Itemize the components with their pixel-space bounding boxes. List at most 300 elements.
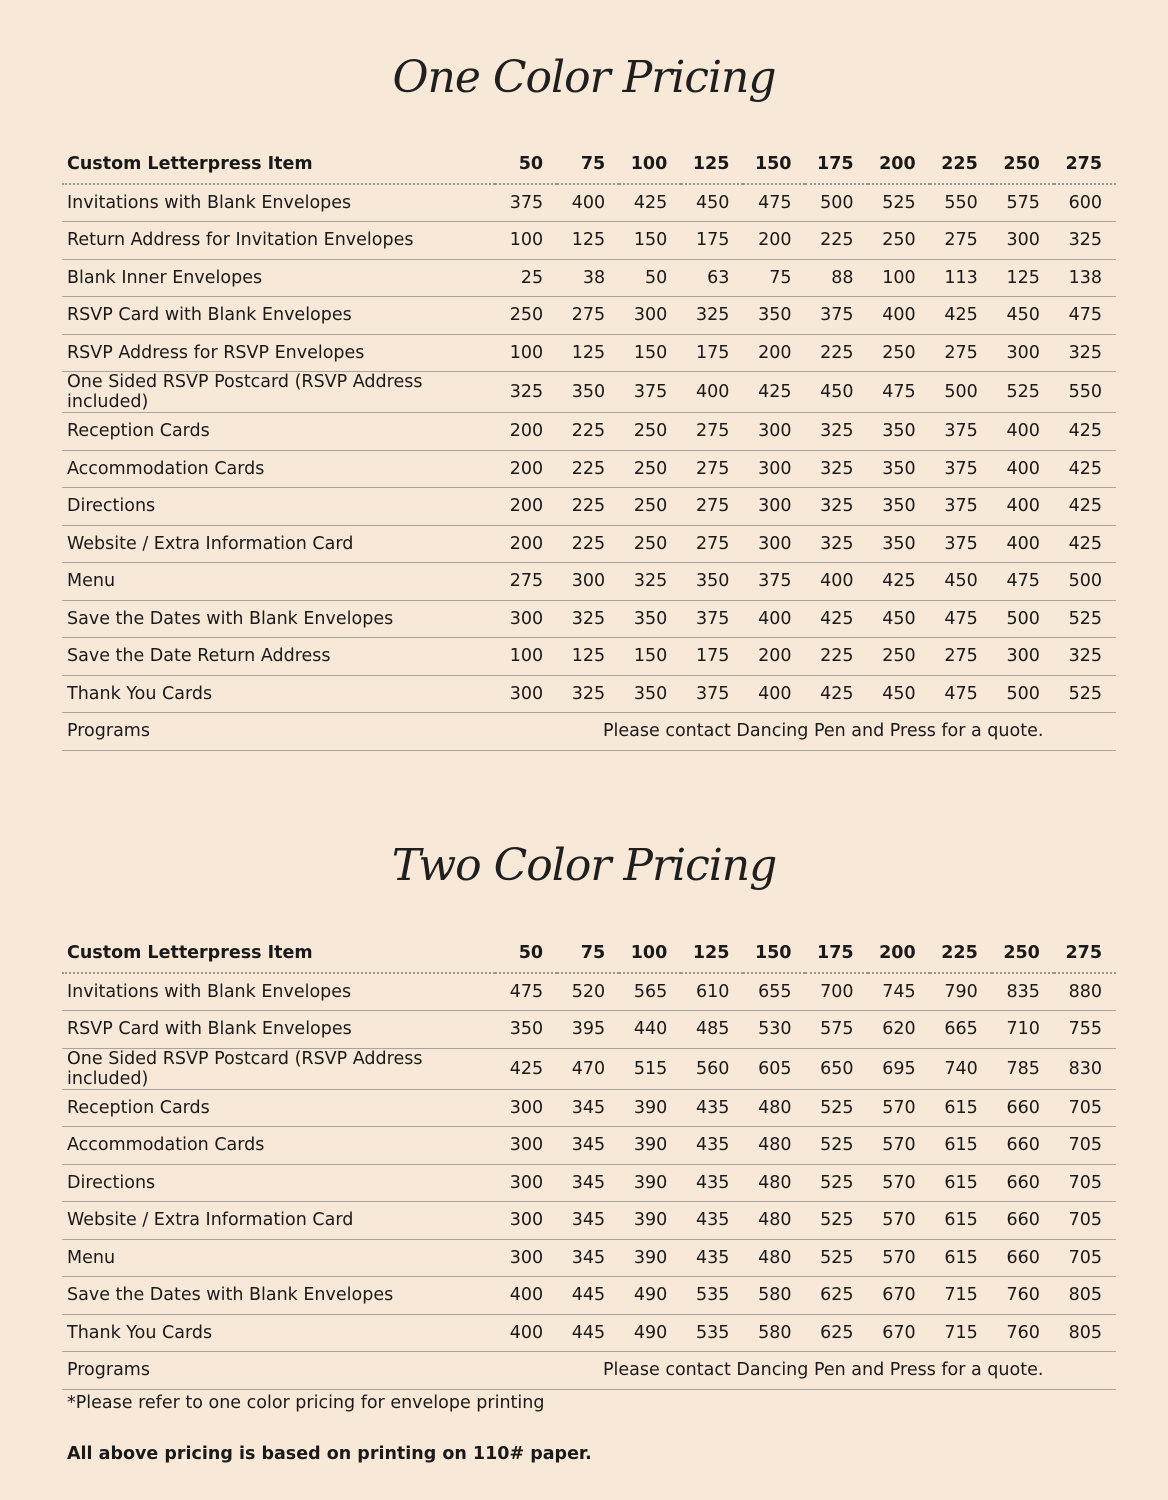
price-cell: 525	[1054, 675, 1116, 713]
two-color-table-body	[62, 973, 1116, 1390]
table-row	[62, 413, 1116, 451]
price-cell: 525	[992, 372, 1054, 413]
quantity-header: 175	[805, 935, 867, 973]
price-cell: 660	[992, 1127, 1054, 1165]
price-cell: 785	[992, 1048, 1054, 1089]
price-cell: 300	[619, 297, 681, 335]
price-cell: 520	[557, 973, 619, 1011]
price-cell: 425	[495, 1048, 557, 1089]
item-name: Website / Extra Information Card	[62, 525, 495, 563]
price-cell: 400	[992, 525, 1054, 563]
price-cell: 325	[1054, 222, 1116, 260]
price-cell: 375	[930, 413, 992, 451]
price-cell: 400	[992, 488, 1054, 526]
price-cell: 150	[619, 638, 681, 676]
price-cell: 125	[992, 259, 1054, 297]
price-cell: 525	[868, 184, 930, 222]
price-cell: 615	[930, 1089, 992, 1127]
price-cell: 830	[1054, 1048, 1116, 1089]
price-cell: 500	[805, 184, 867, 222]
price-cell: 740	[930, 1048, 992, 1089]
table-row	[62, 1314, 1116, 1352]
price-cell: 375	[619, 372, 681, 413]
price-cell: 250	[619, 525, 681, 563]
price-cell: 275	[681, 525, 743, 563]
price-cell: 225	[805, 222, 867, 260]
price-cell: 760	[992, 1314, 1054, 1352]
price-cell: 100	[495, 334, 557, 372]
price-cell: 300	[743, 525, 805, 563]
item-name: Menu	[62, 1239, 495, 1277]
price-cell: 250	[495, 297, 557, 335]
price-cell: 425	[1054, 525, 1116, 563]
price-cell: 450	[868, 600, 930, 638]
quantity-header: 50	[495, 935, 557, 973]
price-cell: 275	[557, 297, 619, 335]
price-cell: 50	[619, 259, 681, 297]
price-cell: 615	[930, 1239, 992, 1277]
price-cell: 275	[930, 638, 992, 676]
price-cell: 88	[805, 259, 867, 297]
price-cell: 125	[557, 638, 619, 676]
price-cell: 325	[1054, 638, 1116, 676]
item-name: One Sided RSVP Postcard (RSVP Address included)	[62, 372, 495, 413]
quantity-header: 275	[1054, 935, 1116, 973]
price-cell: 138	[1054, 259, 1116, 297]
table-row	[62, 1089, 1116, 1127]
price-cell: 705	[1054, 1127, 1116, 1165]
price-cell: 100	[495, 222, 557, 260]
table-row	[62, 973, 1116, 1011]
price-cell: 400	[557, 184, 619, 222]
price-cell: 620	[868, 1011, 930, 1049]
item-name: Blank Inner Envelopes	[62, 259, 495, 297]
price-cell: 350	[557, 372, 619, 413]
price-cell: 390	[619, 1127, 681, 1165]
price-cell: 500	[930, 372, 992, 413]
two-color-pricing-table	[62, 935, 1116, 1390]
item-name: Programs	[62, 713, 495, 751]
price-cell: 200	[743, 222, 805, 260]
price-cell: 660	[992, 1089, 1054, 1127]
price-cell: 125	[557, 222, 619, 260]
item-name: Save the Dates with Blank Envelopes	[62, 1277, 495, 1315]
quantity-header: 250	[992, 935, 1054, 973]
price-cell: 400	[681, 372, 743, 413]
price-cell: 550	[1054, 372, 1116, 413]
price-cell: 480	[743, 1089, 805, 1127]
price-cell: 390	[619, 1164, 681, 1202]
table-header-row	[62, 935, 1116, 973]
table-row	[62, 297, 1116, 335]
price-cell: 665	[930, 1011, 992, 1049]
price-cell: 400	[495, 1314, 557, 1352]
price-cell: 300	[992, 222, 1054, 260]
table-row	[62, 1127, 1116, 1165]
quote-note: Please contact Dancing Pen and Press for a quote.	[495, 1352, 1116, 1390]
price-cell: 325	[1054, 334, 1116, 372]
table-header-row	[62, 146, 1116, 184]
item-name: Accommodation Cards	[62, 450, 495, 488]
price-cell: 475	[930, 600, 992, 638]
item-name: Return Address for Invitation Envelopes	[62, 222, 495, 260]
price-cell: 450	[868, 675, 930, 713]
price-cell: 880	[1054, 973, 1116, 1011]
price-cell: 805	[1054, 1277, 1116, 1315]
item-name: RSVP Address for RSVP Envelopes	[62, 334, 495, 372]
one-color-table-body	[62, 184, 1116, 751]
table-row	[62, 1202, 1116, 1240]
price-cell: 570	[868, 1127, 930, 1165]
price-cell: 200	[495, 525, 557, 563]
price-cell: 113	[930, 259, 992, 297]
item-name: One Sided RSVP Postcard (RSVP Address included)	[62, 1048, 495, 1089]
price-cell: 670	[868, 1277, 930, 1315]
price-cell: 100	[495, 638, 557, 676]
price-cell: 350	[619, 675, 681, 713]
quote-note: Please contact Dancing Pen and Press for a quote.	[495, 713, 1116, 751]
price-cell: 435	[681, 1239, 743, 1277]
table-row	[62, 1164, 1116, 1202]
price-cell: 400	[992, 450, 1054, 488]
price-cell: 150	[619, 222, 681, 260]
quantity-header: 100	[619, 935, 681, 973]
price-cell: 445	[557, 1314, 619, 1352]
price-cell: 390	[619, 1202, 681, 1240]
price-cell: 350	[868, 525, 930, 563]
table-row	[62, 600, 1116, 638]
price-cell: 395	[557, 1011, 619, 1049]
price-cell: 755	[1054, 1011, 1116, 1049]
price-cell: 525	[805, 1239, 867, 1277]
price-cell: 375	[930, 488, 992, 526]
price-cell: 250	[868, 222, 930, 260]
price-cell: 400	[992, 413, 1054, 451]
price-cell: 300	[495, 1202, 557, 1240]
price-cell: 400	[805, 563, 867, 601]
price-cell: 425	[1054, 450, 1116, 488]
price-cell: 615	[930, 1202, 992, 1240]
price-cell: 350	[868, 488, 930, 526]
price-cell: 225	[805, 334, 867, 372]
item-name: Menu	[62, 563, 495, 601]
price-cell: 375	[805, 297, 867, 335]
price-cell: 325	[805, 525, 867, 563]
item-name: Save the Dates with Blank Envelopes	[62, 600, 495, 638]
price-cell: 375	[681, 600, 743, 638]
table-row	[62, 1048, 1116, 1089]
quantity-header: 250	[992, 146, 1054, 184]
price-cell: 425	[1054, 413, 1116, 451]
item-name: RSVP Card with Blank Envelopes	[62, 297, 495, 335]
price-cell: 475	[930, 675, 992, 713]
price-cell: 345	[557, 1239, 619, 1277]
price-cell: 480	[743, 1239, 805, 1277]
price-cell: 475	[743, 184, 805, 222]
price-cell: 425	[743, 372, 805, 413]
price-cell: 570	[868, 1089, 930, 1127]
price-cell: 350	[868, 450, 930, 488]
price-cell: 300	[495, 1164, 557, 1202]
price-cell: 300	[495, 1127, 557, 1165]
price-cell: 565	[619, 973, 681, 1011]
price-cell: 225	[557, 450, 619, 488]
two-color-title-text: Two Color Pricing	[391, 840, 777, 891]
price-cell: 490	[619, 1314, 681, 1352]
price-cell: 450	[992, 297, 1054, 335]
quantity-header: 175	[805, 146, 867, 184]
price-cell: 425	[805, 600, 867, 638]
price-cell: 250	[619, 488, 681, 526]
price-cell: 25	[495, 259, 557, 297]
price-cell: 425	[868, 563, 930, 601]
price-cell: 610	[681, 973, 743, 1011]
table-row	[62, 450, 1116, 488]
price-cell: 475	[1054, 297, 1116, 335]
item-name: RSVP Card with Blank Envelopes	[62, 1011, 495, 1049]
quantity-header: 225	[930, 146, 992, 184]
price-cell: 580	[743, 1314, 805, 1352]
table-row	[62, 525, 1116, 563]
quantity-header: 225	[930, 935, 992, 973]
price-cell: 225	[557, 488, 619, 526]
table-row	[62, 222, 1116, 260]
envelope-footnote: *Please refer to one color pricing for envelope printing	[67, 1393, 545, 1413]
price-cell: 705	[1054, 1202, 1116, 1240]
price-cell: 400	[495, 1277, 557, 1315]
price-cell: 325	[495, 372, 557, 413]
programs-row	[62, 713, 1116, 751]
quantity-header: 150	[743, 146, 805, 184]
price-cell: 300	[743, 450, 805, 488]
price-cell: 350	[619, 600, 681, 638]
price-cell: 500	[992, 600, 1054, 638]
price-cell: 425	[619, 184, 681, 222]
quantity-header: 100	[619, 146, 681, 184]
price-cell: 745	[868, 973, 930, 1011]
price-cell: 480	[743, 1164, 805, 1202]
price-cell: 525	[805, 1127, 867, 1165]
price-cell: 390	[619, 1089, 681, 1127]
price-cell: 805	[1054, 1314, 1116, 1352]
price-cell: 705	[1054, 1089, 1116, 1127]
price-cell: 275	[495, 563, 557, 601]
price-cell: 450	[681, 184, 743, 222]
price-cell: 350	[495, 1011, 557, 1049]
price-cell: 250	[868, 638, 930, 676]
item-name: Accommodation Cards	[62, 1127, 495, 1165]
price-cell: 100	[868, 259, 930, 297]
quantity-header: 125	[681, 146, 743, 184]
price-cell: 530	[743, 1011, 805, 1049]
item-name: Invitations with Blank Envelopes	[62, 184, 495, 222]
price-cell: 325	[557, 600, 619, 638]
quantity-header: 125	[681, 935, 743, 973]
price-cell: 535	[681, 1314, 743, 1352]
table-row	[62, 675, 1116, 713]
price-cell: 400	[868, 297, 930, 335]
price-cell: 515	[619, 1048, 681, 1089]
price-cell: 500	[992, 675, 1054, 713]
price-cell: 275	[930, 222, 992, 260]
item-name: Website / Extra Information Card	[62, 1202, 495, 1240]
price-cell: 625	[805, 1277, 867, 1315]
price-cell: 475	[868, 372, 930, 413]
price-cell: 480	[743, 1202, 805, 1240]
table-row	[62, 488, 1116, 526]
table-row	[62, 259, 1116, 297]
price-cell: 715	[930, 1314, 992, 1352]
price-cell: 250	[619, 450, 681, 488]
price-cell: 445	[557, 1277, 619, 1315]
price-cell: 715	[930, 1277, 992, 1315]
price-cell: 175	[681, 638, 743, 676]
price-cell: 300	[495, 600, 557, 638]
table-row	[62, 1011, 1116, 1049]
price-cell: 175	[681, 222, 743, 260]
price-cell: 300	[992, 638, 1054, 676]
quantity-header: 150	[743, 935, 805, 973]
item-column-header: Custom Letterpress Item	[62, 146, 495, 184]
price-cell: 570	[868, 1164, 930, 1202]
price-cell: 615	[930, 1127, 992, 1165]
price-cell: 425	[930, 297, 992, 335]
price-cell: 390	[619, 1239, 681, 1277]
price-cell: 345	[557, 1164, 619, 1202]
price-cell: 615	[930, 1164, 992, 1202]
price-cell: 275	[681, 450, 743, 488]
price-cell: 560	[681, 1048, 743, 1089]
quantity-header: 75	[557, 146, 619, 184]
item-name: Save the Date Return Address	[62, 638, 495, 676]
table-row	[62, 563, 1116, 601]
price-cell: 525	[1054, 600, 1116, 638]
price-cell: 350	[868, 413, 930, 451]
price-cell: 150	[619, 334, 681, 372]
price-cell: 300	[495, 1089, 557, 1127]
price-cell: 300	[495, 675, 557, 713]
price-cell: 600	[1054, 184, 1116, 222]
price-cell: 175	[681, 334, 743, 372]
price-cell: 700	[805, 973, 867, 1011]
price-cell: 475	[992, 563, 1054, 601]
price-cell: 470	[557, 1048, 619, 1089]
price-cell: 450	[805, 372, 867, 413]
price-cell: 670	[868, 1314, 930, 1352]
price-cell: 300	[495, 1239, 557, 1277]
price-cell: 325	[805, 488, 867, 526]
price-cell: 835	[992, 973, 1054, 1011]
price-cell: 300	[743, 413, 805, 451]
price-cell: 275	[930, 334, 992, 372]
item-column-header: Custom Letterpress Item	[62, 935, 495, 973]
price-cell: 225	[557, 525, 619, 563]
price-cell: 435	[681, 1127, 743, 1165]
price-cell: 250	[619, 413, 681, 451]
price-cell: 350	[743, 297, 805, 335]
price-cell: 425	[1054, 488, 1116, 526]
item-name: Reception Cards	[62, 1089, 495, 1127]
price-cell: 200	[743, 334, 805, 372]
price-cell: 250	[868, 334, 930, 372]
price-cell: 650	[805, 1048, 867, 1089]
two-color-title	[0, 840, 1168, 891]
table-row	[62, 184, 1116, 222]
price-cell: 345	[557, 1089, 619, 1127]
price-cell: 500	[1054, 563, 1116, 601]
price-cell: 325	[681, 297, 743, 335]
item-name: Directions	[62, 488, 495, 526]
price-cell: 325	[805, 413, 867, 451]
price-cell: 75	[743, 259, 805, 297]
price-cell: 200	[743, 638, 805, 676]
price-cell: 325	[805, 450, 867, 488]
price-cell: 325	[557, 675, 619, 713]
price-cell: 63	[681, 259, 743, 297]
price-cell: 550	[930, 184, 992, 222]
price-cell: 570	[868, 1202, 930, 1240]
price-cell: 345	[557, 1127, 619, 1165]
price-cell: 435	[681, 1089, 743, 1127]
price-cell: 375	[681, 675, 743, 713]
price-cell: 350	[681, 563, 743, 601]
price-cell: 525	[805, 1089, 867, 1127]
item-name: Reception Cards	[62, 413, 495, 451]
table-row	[62, 1239, 1116, 1277]
price-cell: 440	[619, 1011, 681, 1049]
item-name: Thank You Cards	[62, 1314, 495, 1352]
price-cell: 575	[805, 1011, 867, 1049]
price-cell: 400	[743, 675, 805, 713]
price-cell: 300	[743, 488, 805, 526]
item-name: Directions	[62, 1164, 495, 1202]
price-cell: 790	[930, 973, 992, 1011]
price-cell: 660	[992, 1239, 1054, 1277]
quantity-header: 75	[557, 935, 619, 973]
price-cell: 660	[992, 1164, 1054, 1202]
paper-footnote: All above pricing is based on printing on 110# paper.	[67, 1444, 592, 1464]
one-color-pricing-table	[62, 146, 1116, 751]
price-cell: 625	[805, 1314, 867, 1352]
quantity-header: 275	[1054, 146, 1116, 184]
price-cell: 225	[557, 413, 619, 451]
programs-row	[62, 1352, 1116, 1390]
price-cell: 660	[992, 1202, 1054, 1240]
price-cell: 300	[992, 334, 1054, 372]
price-cell: 475	[495, 973, 557, 1011]
price-cell: 225	[805, 638, 867, 676]
price-cell: 375	[495, 184, 557, 222]
price-cell: 705	[1054, 1239, 1116, 1277]
price-cell: 400	[743, 600, 805, 638]
price-cell: 705	[1054, 1164, 1116, 1202]
price-cell: 490	[619, 1277, 681, 1315]
price-cell: 485	[681, 1011, 743, 1049]
price-cell: 570	[868, 1239, 930, 1277]
price-cell: 425	[805, 675, 867, 713]
table-row	[62, 334, 1116, 372]
price-cell: 760	[992, 1277, 1054, 1315]
price-cell: 275	[681, 413, 743, 451]
table-row	[62, 372, 1116, 413]
price-cell: 125	[557, 334, 619, 372]
price-cell: 375	[930, 525, 992, 563]
price-cell: 275	[681, 488, 743, 526]
price-cell: 450	[930, 563, 992, 601]
price-cell: 525	[805, 1164, 867, 1202]
item-name: Programs	[62, 1352, 495, 1390]
price-cell: 480	[743, 1127, 805, 1165]
